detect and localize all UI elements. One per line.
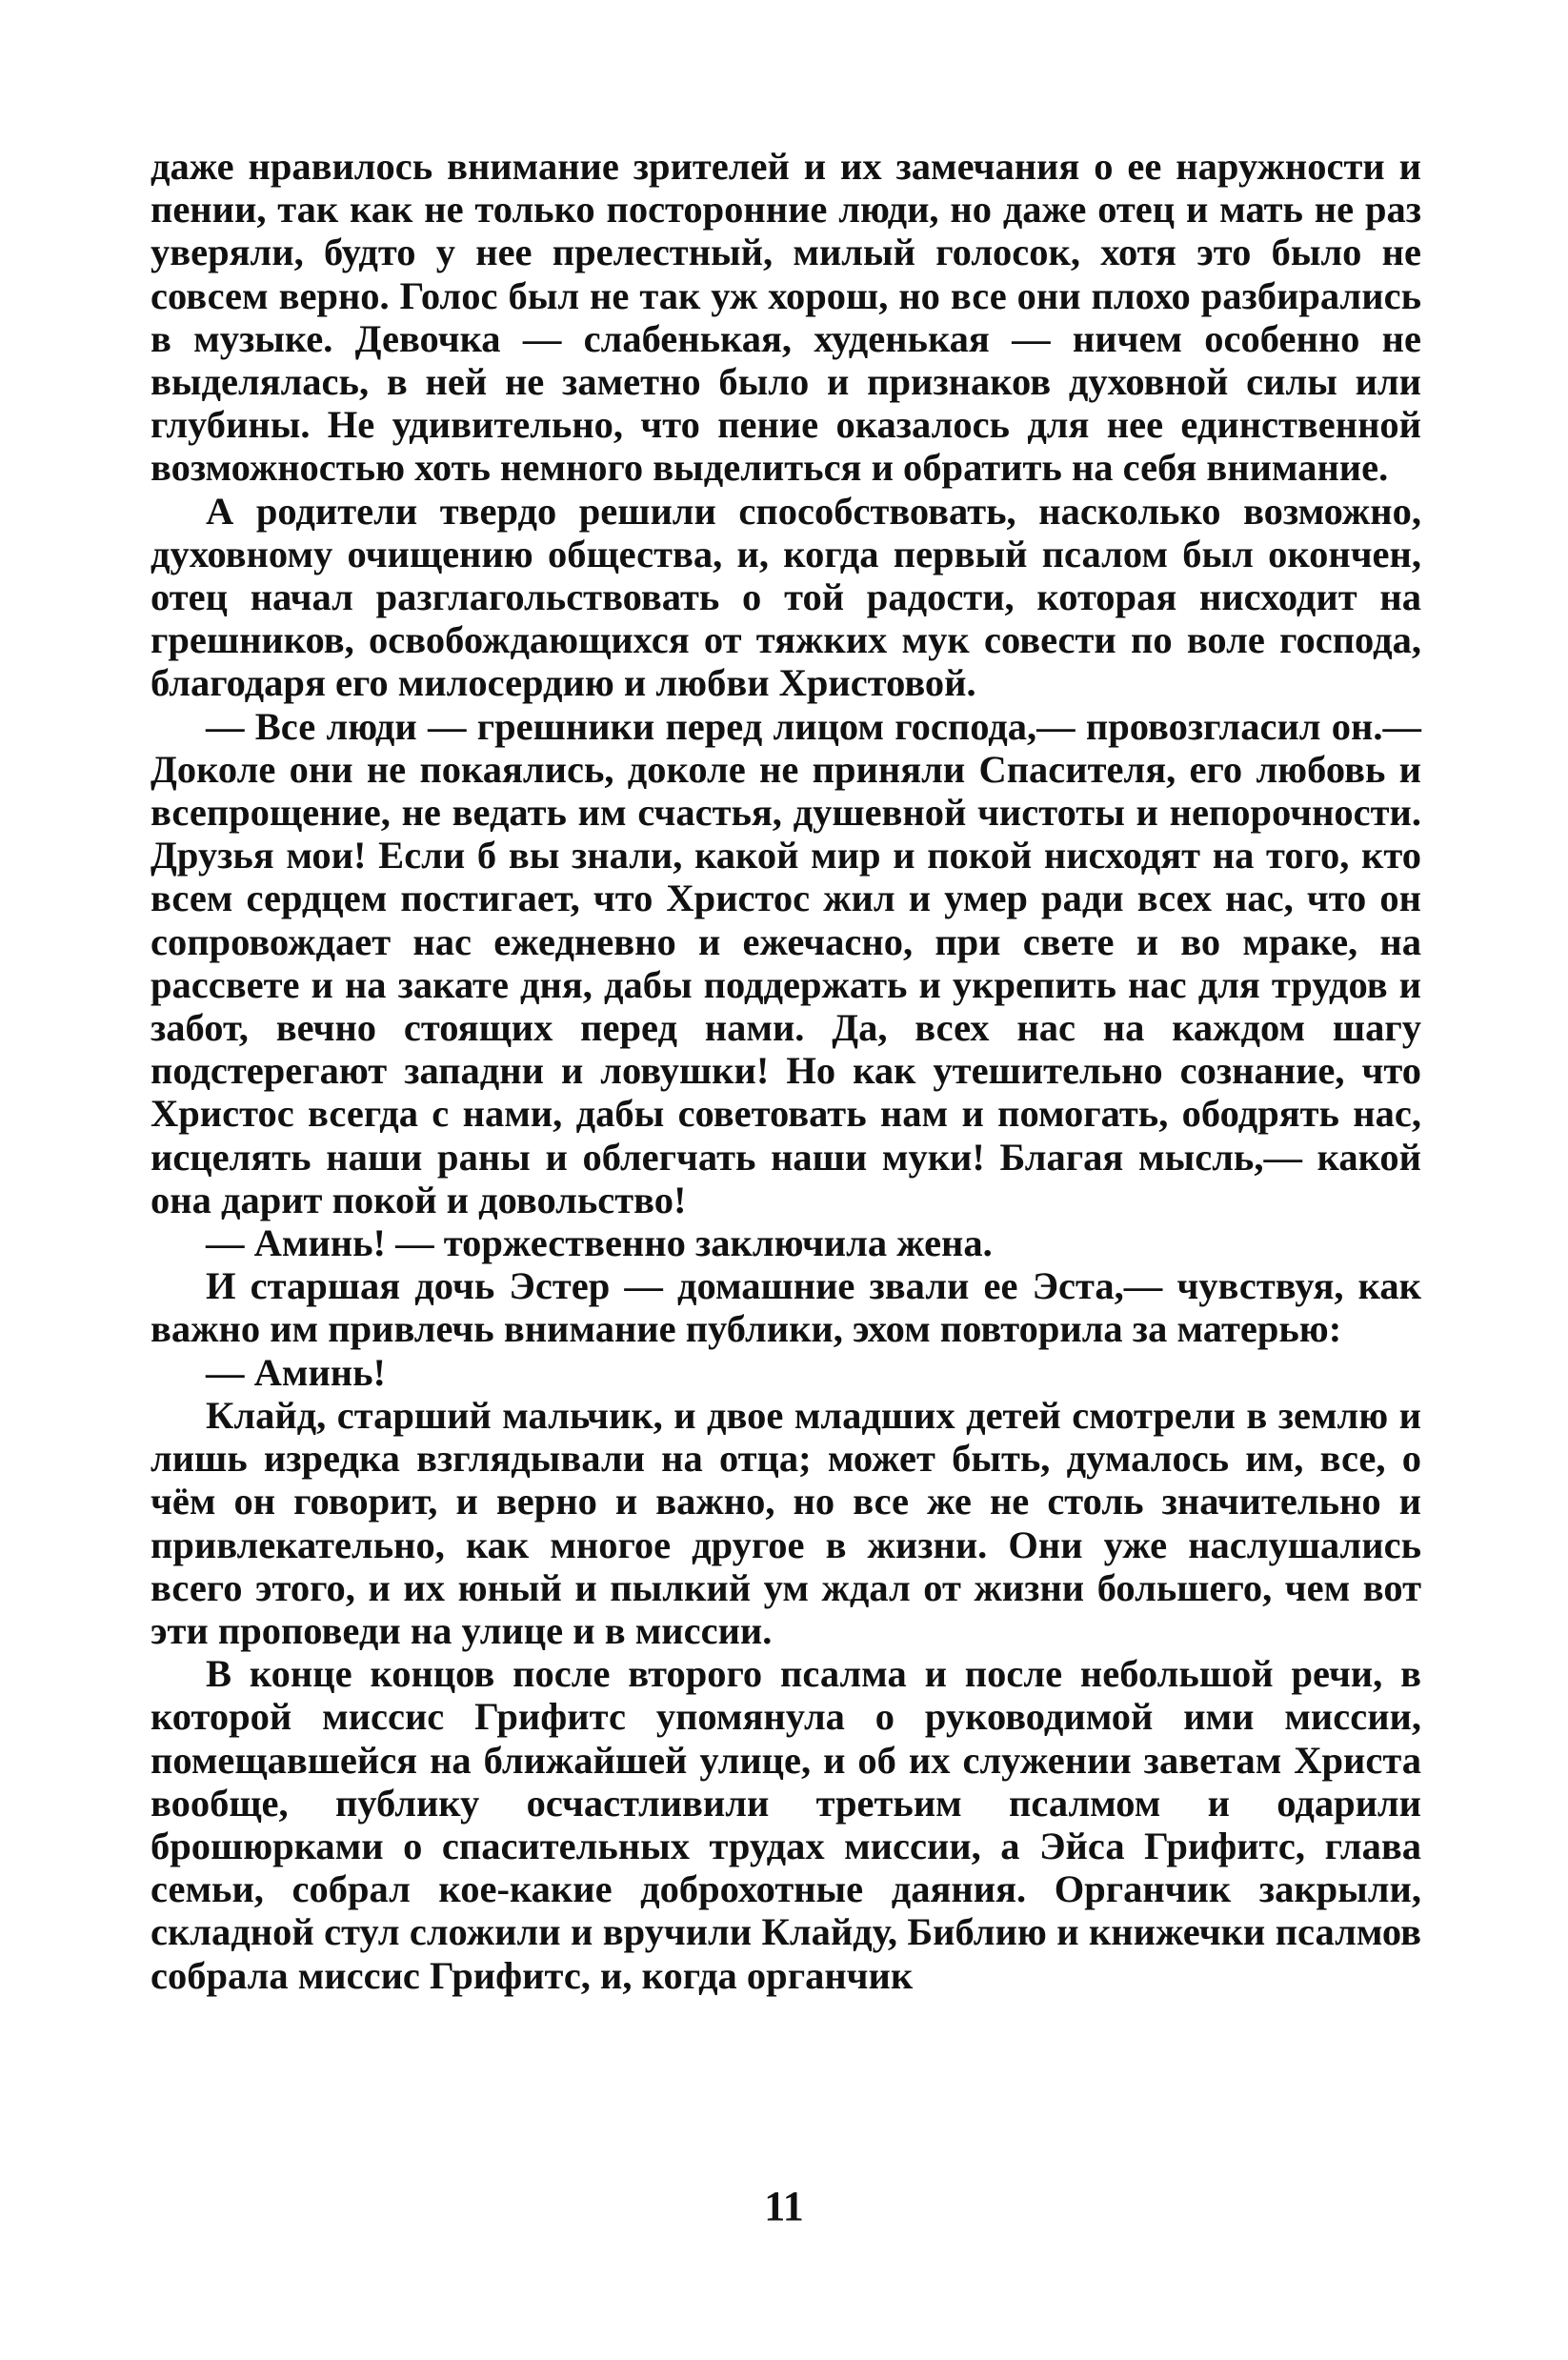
paragraph-3: — Все люди — грешники перед лицом господа,— провозгласил он.— Доколе они не покаялись, доколе не приняли Спасителя, его любовь и всепрощение, не ведать им счастья, душевной чистоты и непорочности. Друзья мои! Если б вы знали, какой мир и покой нисходят на того, кто всем сердцем постигает, что Христос жил и умер ради всех нас, что он сопровождает нас ежедневно и ежечасно, при свете и во мраке, на рассвете и на закате дня, дабы поддержать и укрепить нас для трудов и забот, вечно стоящих перед нами. Да, всех нас на каждом шагу подстерегают западни и ловушки! Но как утешительно сознание, что Христос всегда с нами, дабы советовать нам и помогать, ободрять нас, исцелять наши раны и облегчать наши муки! Благая мысль,— какой она дарит покой и довольство! (151, 704, 1421, 1221)
body-text (151, 145, 1421, 1997)
paragraph-4: — Аминь! — торжественно заключила жена. (206, 1221, 993, 1265)
page-number: 11 (764, 2183, 804, 2229)
paragraph-1: даже нравилось внимание зрителей и их замечания о ее наружности и пении, так как не только посторонние люди, но даже отец и мать не раз уверяли, будто у нее прелестный, милый голосок, хотя это было не совсем верно. Голос был не так уж хорош, но все они плохо разбирались в музыке. Девочка — слабенькая, худенькая — ничем особенно не выделялась, в ней не заметно было и признаков духовной силы или глубины. Не удивительно, что пение оказалось для нее единственной возможностью хоть немного выделиться и обратить на себя внимание. (151, 145, 1421, 490)
paragraph-8: В конце концов после второго псалма и после небольшой речи, в которой миссис Грифитс упомянула о руководимой ими миссии, помещавшейся на ближайшей улице, и об их служении заветам Христа вообще, публику осчастливили третьим псалмом и одарили брошюрками о спасительных трудах миссии, а Эйса Грифитс, глава семьи, собрал кое-какие доброхотные даяния. Органчик закрыли, складной стул сложили и вручили Клайду, Библию и книжечки псалмов собрала миссис Грифитс, и, когда органчик (151, 1652, 1421, 1997)
paragraph-5: И старшая дочь Эстер — домашние звали ее Эста,— чувствуя, как важно им привлечь внимание публики, эхом повторила за матерью: (151, 1264, 1421, 1351)
paragraph-2: А родители твердо решили способствовать, насколько возможно, духовному очищению общества, и, когда первый псалом был окончен, отец начал разглагольствовать о той радости, которая нисходит на грешников, освобождающихся от тяжких мук совести по воле господа, благодаря его милосердию и любви Христовой. (151, 489, 1421, 705)
paragraph-6: — Аминь! (206, 1350, 387, 1394)
paragraph-7: Клайд, старший мальчик, и двое младших детей смотрели в землю и лишь изредка взглядывали на отца; может быть, думалось им, все, о чём он говорит, и верно и важно, но все же не столь значительно и привлекательно, как многое другое в жизни. Они уже наслушались всего этого, и их юный и пылкий ум ждал от жизни большего, чем вот эти проповеди на улице и в миссии. (151, 1393, 1421, 1652)
